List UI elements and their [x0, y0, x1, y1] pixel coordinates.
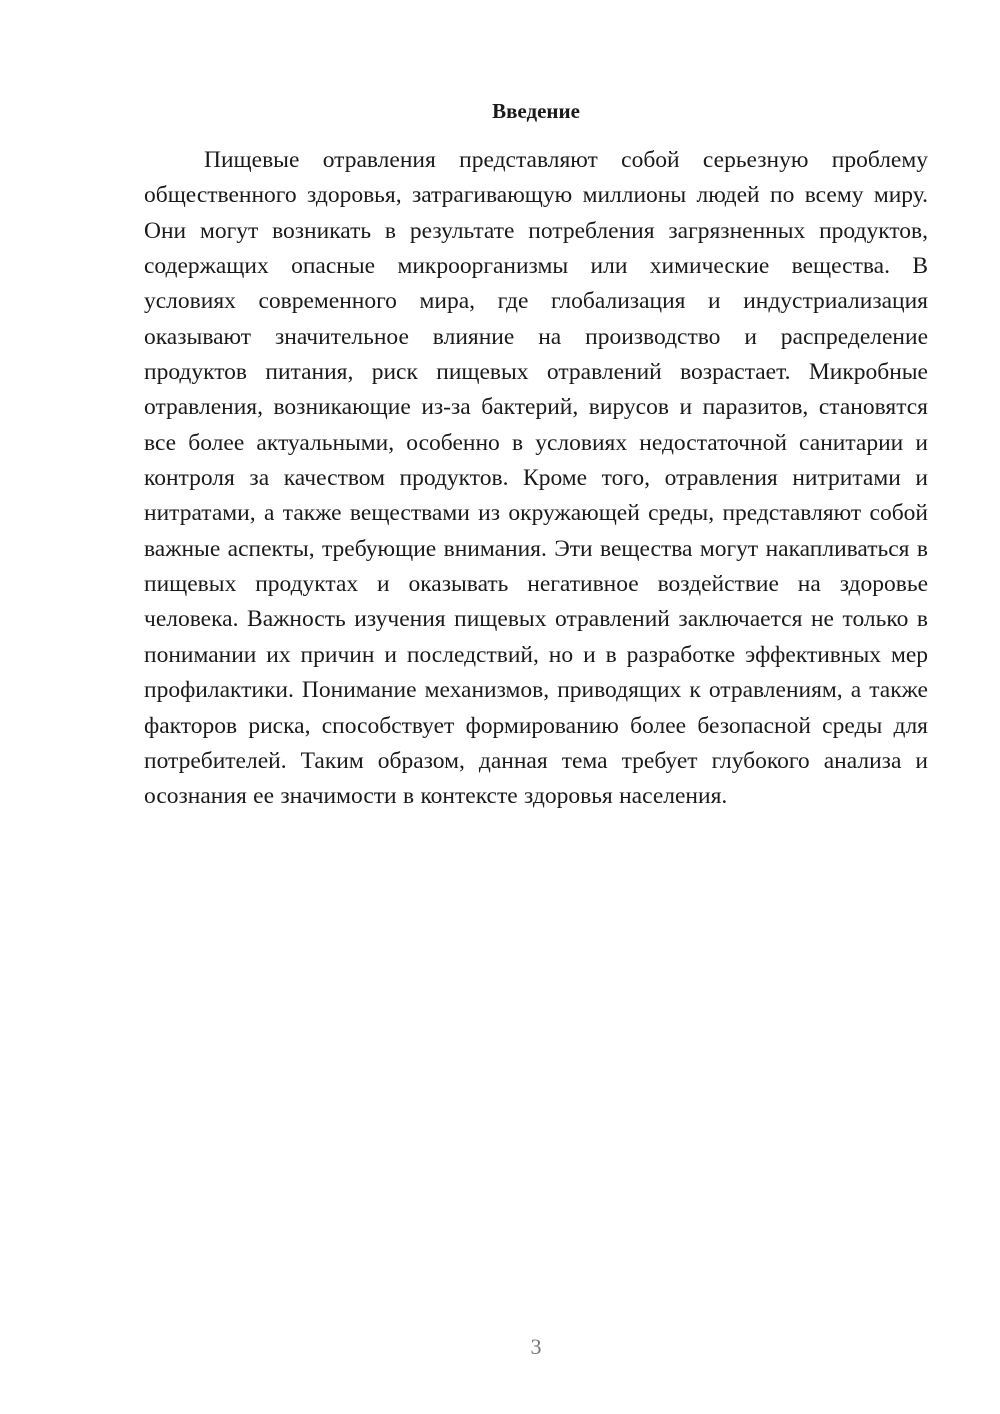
body-paragraph: Пищевые отравления представляют собой серьезную проблему общественного здоровья, затрагивающую миллионы людей по всему миру. Они могут возникать в результате потребления загрязненных продуктов, содержащих опасные микроорганизмы или химические вещества. В условиях современного мира, где глобализация и индустриализация оказывают значительное влияние на производство и распределение продуктов питания, риск пищевых отравлений возрастает. Микробные отравления, возникающие из-за бактерий, вирусов и паразитов, становятся все более актуальными, особенно в условиях недостаточной санитарии и контроля за качеством продуктов. Кроме того, отравления нитритами и нитратами, а также веществами из окружающей среды, представляют собой важные аспекты, требующие внимания. Эти вещества могут накапливаться в пищевых продуктах и оказывать негативное воздействие на здоровье человека. Важность изучения пищевых отравлений заключается не только в понимании их причин и последствий, но и в разработке эффективных мер профилактики. Понимание механизмов, приводящих к отравлениям, а также факторов риска, способствует формированию более безопасной среды для потребителей. Таким образом, данная тема требует глубокого анализа и осознания ее значимости в контексте здоровья населения. [144, 147, 928, 810]
page-number: 3 [530, 1334, 542, 1359]
section-heading: Введение [492, 99, 580, 123]
